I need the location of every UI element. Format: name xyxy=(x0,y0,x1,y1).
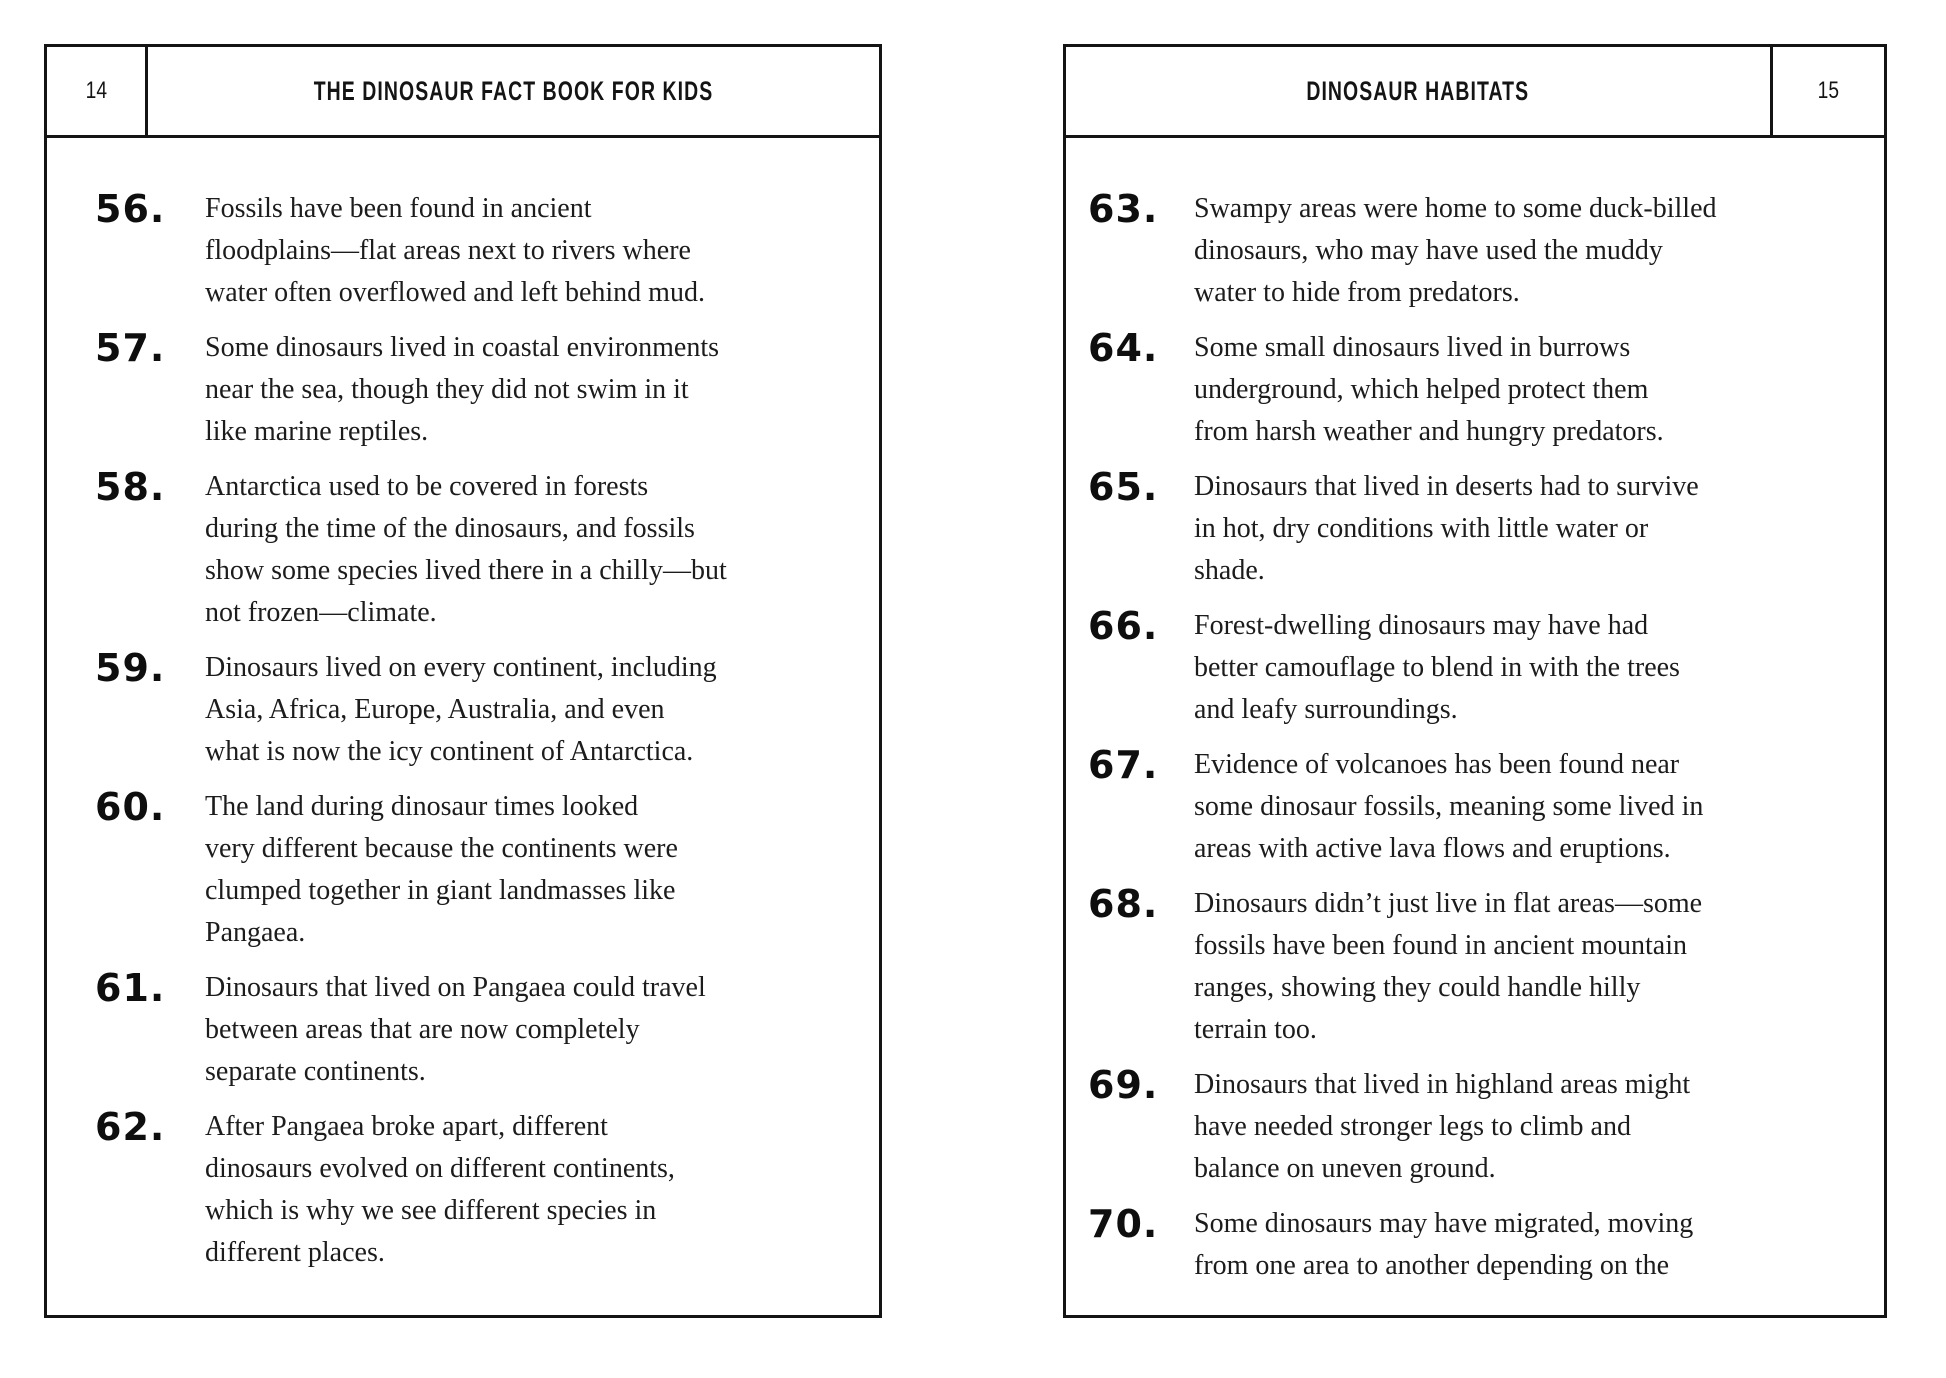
fact-number: 63. xyxy=(1088,187,1159,231)
fact-item xyxy=(1088,1203,1832,1287)
fact-line: Swampy areas were home to some duck-billed xyxy=(1194,193,1717,224)
fact-line: fossils have been found in ancient mountain xyxy=(1194,930,1687,961)
fact-text xyxy=(1194,605,1832,731)
fact-number: 66. xyxy=(1088,604,1159,648)
fact-line: Pangaea. xyxy=(205,917,306,948)
fact-line: Dinosaurs that lived on Pangaea could travel xyxy=(205,972,706,1003)
left-page-number-box xyxy=(47,47,148,135)
fact-line: The land during dinosaur times looked xyxy=(205,791,639,822)
fact-line: areas with active lava flows and eruptions. xyxy=(1194,833,1671,864)
fact-item xyxy=(1088,744,1832,870)
fact-text xyxy=(205,967,819,1093)
fact-line: have needed stronger legs to climb and xyxy=(1194,1111,1631,1142)
fact-line: not frozen—climate. xyxy=(205,597,437,628)
fact-line: Some dinosaurs lived in coastal environments xyxy=(205,332,720,363)
fact-text xyxy=(1194,327,1832,453)
fact-text xyxy=(205,327,819,453)
left-page xyxy=(44,44,882,1318)
fact-number: 65. xyxy=(1088,465,1159,509)
fact-text xyxy=(205,188,819,314)
fact-line: separate continents. xyxy=(205,1056,426,1087)
fact-line: Dinosaurs lived on every continent, including xyxy=(205,652,717,683)
right-page-number-box xyxy=(1770,47,1884,135)
fact-item xyxy=(95,466,819,634)
fact-text xyxy=(1194,188,1832,314)
fact-number: 67. xyxy=(1088,743,1159,787)
right-page-header xyxy=(1066,47,1884,138)
fact-line: different places. xyxy=(205,1237,385,1268)
fact-line: Asia, Africa, Europe, Australia, and even xyxy=(205,694,665,725)
left-page-facts xyxy=(47,138,879,1315)
fact-line: underground, which helped protect them xyxy=(1194,374,1649,405)
fact-line: show some species lived there in a chilly—but xyxy=(205,555,727,586)
fact-number: 62. xyxy=(95,1105,166,1149)
fact-line: Dinosaurs didn’t just live in flat areas—some xyxy=(1194,888,1703,919)
fact-text xyxy=(1194,1203,1832,1287)
fact-line: Some dinosaurs may have migrated, moving xyxy=(1194,1208,1694,1239)
fact-line: near the sea, though they did not swim in it xyxy=(205,374,689,405)
fact-line: Fossils have been found in ancient xyxy=(205,193,592,224)
fact-text xyxy=(1194,883,1832,1051)
fact-number: 60. xyxy=(95,785,166,829)
left-page-title-cell xyxy=(148,47,879,135)
fact-text xyxy=(1194,466,1832,592)
fact-line: like marine reptiles. xyxy=(205,416,429,447)
fact-line: and leafy surroundings. xyxy=(1194,694,1458,725)
fact-line: which is why we see different species in xyxy=(205,1195,657,1226)
fact-line: ranges, showing they could handle hilly xyxy=(1194,972,1641,1003)
fact-number: 56. xyxy=(95,187,166,231)
fact-line: Forest-dwelling dinosaurs may have had xyxy=(1194,610,1649,641)
fact-text xyxy=(205,466,819,634)
fact-number: 57. xyxy=(95,326,166,370)
fact-item xyxy=(1088,605,1832,731)
fact-line: what is now the icy continent of Antarctica. xyxy=(205,736,694,767)
right-page xyxy=(1063,44,1887,1318)
fact-item xyxy=(95,647,819,773)
fact-number: 70. xyxy=(1088,1202,1159,1246)
fact-line: Evidence of volcanoes has been found near xyxy=(1194,749,1680,780)
fact-line: dinosaurs evolved on different continents, xyxy=(205,1153,675,1184)
fact-item xyxy=(95,188,819,314)
fact-line: Antarctica used to be covered in forests xyxy=(205,471,649,502)
fact-line: during the time of the dinosaurs, and fossils xyxy=(205,513,695,544)
fact-item xyxy=(1088,188,1832,314)
right-page-facts xyxy=(1066,138,1884,1315)
fact-line: floodplains—flat areas next to rivers where xyxy=(205,235,691,266)
fact-item xyxy=(95,327,819,453)
fact-line: water to hide from predators. xyxy=(1194,277,1520,308)
fact-line: between areas that are now completely xyxy=(205,1014,640,1045)
fact-number: 69. xyxy=(1088,1063,1159,1107)
right-page-number: 15 xyxy=(1817,77,1840,104)
fact-item xyxy=(1088,466,1832,592)
fact-line: some dinosaur fossils, meaning some lived in xyxy=(1194,791,1704,822)
fact-number: 61. xyxy=(95,966,166,1010)
fact-line: in hot, dry conditions with little water or xyxy=(1194,513,1649,544)
fact-item xyxy=(95,967,819,1093)
fact-line: balance on uneven ground. xyxy=(1194,1153,1496,1184)
right-page-title: DINOSAUR HABITATS xyxy=(1306,75,1530,106)
fact-item xyxy=(95,786,819,954)
fact-line: dinosaurs, who may have used the muddy xyxy=(1194,235,1663,266)
left-page-number: 14 xyxy=(85,77,107,104)
fact-line: water often overflowed and left behind mud. xyxy=(205,277,705,308)
right-page-title-cell xyxy=(1066,47,1770,135)
fact-number: 58. xyxy=(95,465,166,509)
fact-line: After Pangaea broke apart, different xyxy=(205,1111,608,1142)
fact-line: Some small dinosaurs lived in burrows xyxy=(1194,332,1631,363)
fact-number: 59. xyxy=(95,646,166,690)
fact-line: clumped together in giant landmasses like xyxy=(205,875,676,906)
fact-text xyxy=(1194,744,1832,870)
fact-line: terrain too. xyxy=(1194,1014,1317,1045)
fact-text xyxy=(205,647,819,773)
fact-line: Dinosaurs that lived in highland areas might xyxy=(1194,1069,1691,1100)
fact-number: 68. xyxy=(1088,882,1159,926)
left-page-header xyxy=(47,47,879,138)
left-page-title: THE DINOSAUR FACT BOOK FOR KIDS xyxy=(313,75,714,106)
fact-item xyxy=(95,1106,819,1274)
fact-line: very different because the continents were xyxy=(205,833,678,864)
fact-line: Dinosaurs that lived in deserts had to survive xyxy=(1194,471,1699,502)
fact-text xyxy=(205,1106,819,1274)
fact-text xyxy=(205,786,819,954)
fact-item xyxy=(1088,327,1832,453)
fact-item xyxy=(1088,1064,1832,1190)
fact-line: better camouflage to blend in with the trees xyxy=(1194,652,1680,683)
fact-line: shade. xyxy=(1194,555,1265,586)
fact-item xyxy=(1088,883,1832,1051)
fact-text xyxy=(1194,1064,1832,1190)
fact-line: from harsh weather and hungry predators. xyxy=(1194,416,1664,447)
fact-line: from one area to another depending on the xyxy=(1194,1250,1670,1281)
fact-number: 64. xyxy=(1088,326,1159,370)
